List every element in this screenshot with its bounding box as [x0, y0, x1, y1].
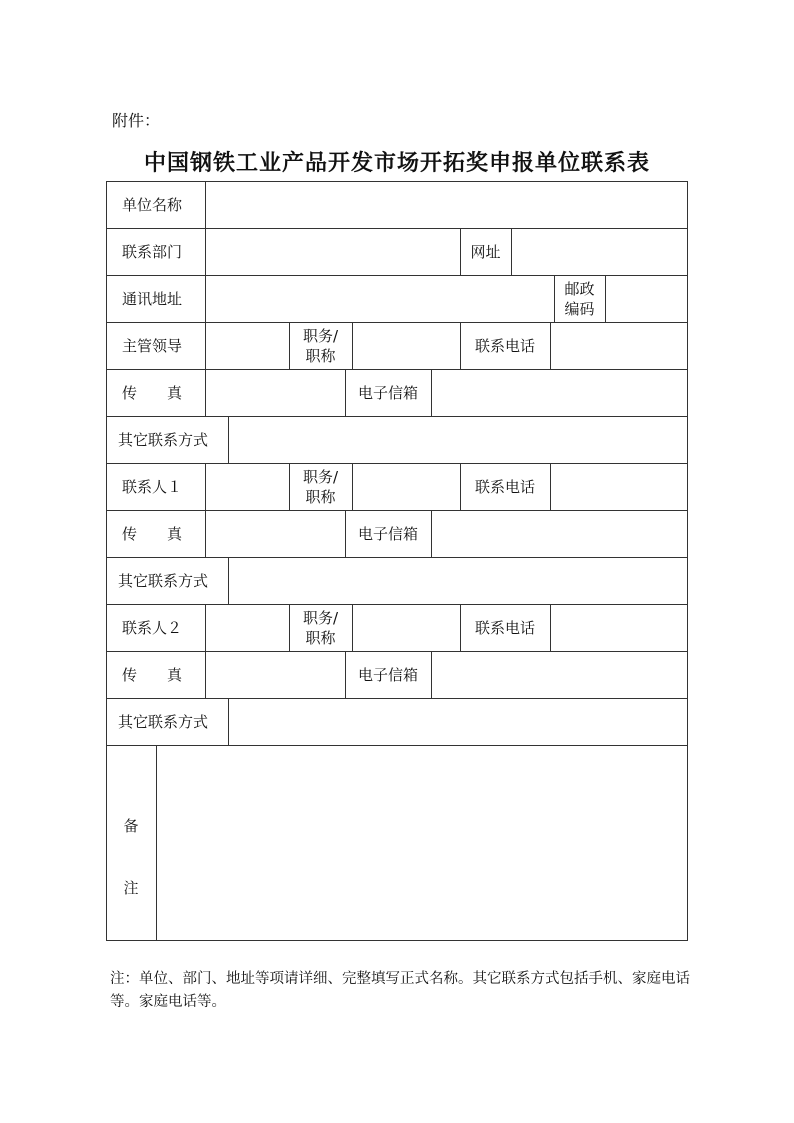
department-label: 联系部门	[122, 242, 183, 261]
contact-form-table	[106, 181, 688, 941]
contact2-fax-label: 传 真	[122, 665, 183, 684]
contact1-fax-field[interactable]	[206, 511, 345, 557]
email-field[interactable]	[432, 370, 687, 416]
fax-field[interactable]	[206, 370, 345, 416]
contact2-position-field[interactable]	[353, 605, 460, 651]
other-contact-label: 其它联系方式	[118, 430, 209, 449]
manager-field[interactable]	[206, 323, 289, 369]
manager-phone-field[interactable]	[551, 323, 687, 369]
manager-position-field[interactable]	[353, 323, 460, 369]
postal-code-field[interactable]	[606, 276, 687, 322]
remarks-label-2: 注	[123, 879, 139, 897]
other-contact-field[interactable]	[229, 417, 687, 463]
postal-code-label: 邮政 编码	[564, 279, 595, 318]
contact1-email-field[interactable]	[432, 511, 687, 557]
contact2-email-field[interactable]	[432, 652, 687, 698]
contact2-phone-field[interactable]	[551, 605, 687, 651]
contact1-email-label: 电子信箱	[357, 524, 418, 543]
contact1-phone-field[interactable]	[551, 464, 687, 510]
website-label: 网址	[470, 242, 501, 261]
contact1-other-field[interactable]	[229, 558, 687, 604]
address-label: 通讯地址	[122, 289, 183, 308]
footnote: 注：单位、部门、地址等项请详细、完整填写正式名称。其它联系方式包括手机、家庭电话等。家庭电话等。	[110, 971, 690, 1010]
department-field[interactable]	[206, 229, 460, 275]
manager-phone-label: 联系电话	[474, 336, 535, 355]
contact1-fax-label: 传 真	[122, 524, 183, 543]
contact1-position-label: 职务/ 职称	[302, 467, 339, 506]
remarks-field[interactable]	[157, 746, 687, 940]
website-field[interactable]	[512, 229, 687, 275]
contact2-fax-field[interactable]	[206, 652, 345, 698]
fax-label: 传 真	[122, 383, 183, 402]
contact1-position-field[interactable]	[353, 464, 460, 510]
contact2-email-label: 电子信箱	[357, 665, 418, 684]
manager-position-label: 职务/ 职称	[302, 326, 339, 365]
contact1-phone-label: 联系电话	[474, 477, 535, 496]
contact2-label: 联系人２	[122, 618, 183, 637]
manager-label: 主管领导	[122, 336, 183, 355]
contact1-field[interactable]	[206, 464, 289, 510]
address-field[interactable]	[206, 276, 554, 322]
remarks-label-1: 备	[123, 817, 139, 835]
contact2-other-field[interactable]	[229, 699, 687, 745]
contact1-other-label: 其它联系方式	[118, 571, 209, 590]
contact2-field[interactable]	[206, 605, 289, 651]
contact2-position-label: 职务/ 职称	[302, 608, 339, 647]
attachment-label: 附件：	[112, 111, 161, 130]
email-label: 电子信箱	[357, 383, 418, 402]
contact1-label: 联系人１	[122, 477, 183, 496]
contact2-phone-label: 联系电话	[474, 618, 535, 637]
unit-name-field[interactable]	[206, 182, 687, 228]
contact2-other-label: 其它联系方式	[118, 712, 209, 731]
form-title: 中国钢铁工业产品开发市场开拓奖申报单位联系表	[143, 150, 650, 176]
unit-name-label: 单位名称	[122, 195, 183, 214]
